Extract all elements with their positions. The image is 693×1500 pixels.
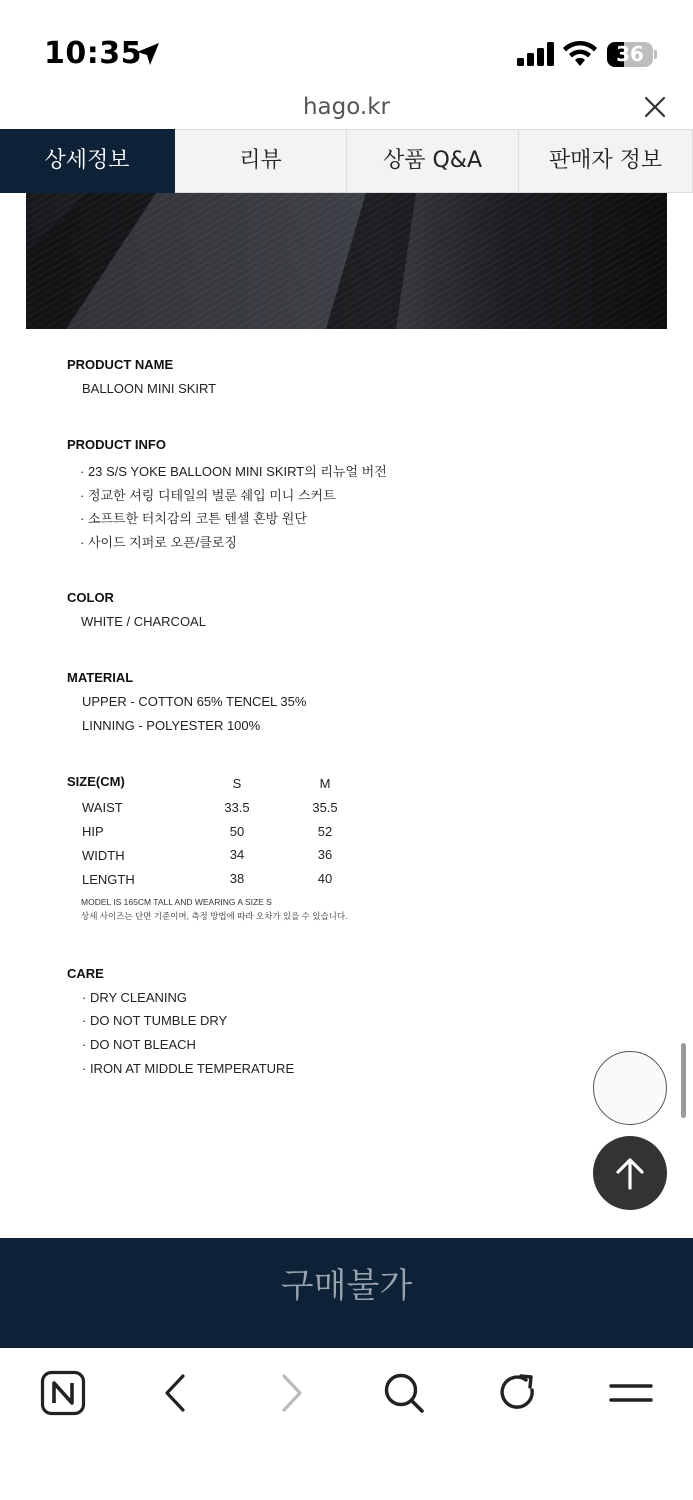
care-line: · DRY CLEANING bbox=[82, 990, 187, 1005]
buy-button[interactable] bbox=[0, 1238, 693, 1348]
close-icon[interactable] bbox=[644, 96, 666, 118]
back-icon[interactable] bbox=[153, 1370, 199, 1416]
size-cell: 38 bbox=[229, 871, 245, 886]
size-cell: 35.5 bbox=[312, 800, 338, 815]
size-column-s: S bbox=[232, 776, 242, 791]
product-info-title: PRODUCT INFO bbox=[67, 437, 166, 452]
tab-product-qna[interactable]: 상품 Q&A bbox=[347, 129, 519, 193]
product-fabric-image bbox=[26, 193, 667, 329]
size-cell: 52 bbox=[317, 824, 333, 839]
floating-action-button[interactable] bbox=[593, 1051, 667, 1125]
menu-icon[interactable] bbox=[608, 1370, 654, 1416]
reload-icon[interactable] bbox=[495, 1370, 541, 1416]
material-line: UPPER - COTTON 65% TENCEL 35% bbox=[82, 694, 307, 709]
size-note-model: MODEL IS 165CM TALL AND WEARING A SIZE S bbox=[81, 897, 272, 907]
naver-icon[interactable] bbox=[40, 1370, 86, 1416]
care-line: · DO NOT TUMBLE DRY bbox=[82, 1013, 228, 1028]
scroll-indicator[interactable] bbox=[681, 1043, 686, 1118]
buy-button-label: 구매불가 bbox=[280, 1266, 413, 1306]
size-cell: 50 bbox=[229, 824, 245, 839]
browser-url[interactable]: hago.kr bbox=[302, 94, 391, 120]
product-info-line: · 사이드 지퍼로 오픈/클로징 bbox=[80, 535, 237, 550]
size-row-label: LENGTH bbox=[82, 872, 135, 887]
size-title: SIZE(CM) bbox=[67, 774, 125, 789]
wifi-icon bbox=[563, 40, 597, 68]
color-value: WHITE / CHARCOAL bbox=[81, 614, 206, 629]
care-line: · DO NOT BLEACH bbox=[82, 1037, 196, 1052]
tab-reviews[interactable]: 리뷰 bbox=[175, 129, 347, 193]
size-row-label: HIP bbox=[82, 824, 104, 839]
product-info-line: · 소프트한 터치감의 코튼 텐셀 혼방 원단 bbox=[80, 511, 307, 526]
location-arrow-icon bbox=[134, 40, 162, 68]
scroll-to-top-button[interactable] bbox=[593, 1136, 667, 1210]
color-title: COLOR bbox=[67, 590, 114, 605]
material-title: MATERIAL bbox=[67, 670, 134, 685]
arrow-up-icon bbox=[593, 1136, 667, 1210]
size-cell: 33.5 bbox=[224, 800, 250, 815]
product-name-title: PRODUCT NAME bbox=[67, 357, 174, 372]
status-time: 10:35 bbox=[44, 36, 142, 71]
battery-indicator bbox=[607, 42, 657, 67]
product-tabs bbox=[0, 129, 693, 193]
product-info-line: · 정교한 셔링 디테일의 벌룬 쉐입 미니 스커트 bbox=[80, 488, 336, 503]
tab-seller-info[interactable]: 판매자 정보 bbox=[519, 129, 693, 193]
tab-detail-info[interactable]: 상세정보 bbox=[0, 129, 175, 193]
care-title: CARE bbox=[67, 966, 104, 981]
browser-toolbar bbox=[0, 1348, 693, 1500]
size-cell: 34 bbox=[229, 847, 245, 862]
product-name: BALLOON MINI SKIRT bbox=[82, 381, 217, 396]
size-column-m: M bbox=[319, 776, 331, 791]
search-icon[interactable] bbox=[381, 1370, 427, 1416]
care-line: · IRON AT MIDDLE TEMPERATURE bbox=[82, 1061, 295, 1076]
battery-percent: 36 bbox=[616, 42, 644, 66]
size-cell: 36 bbox=[317, 847, 333, 862]
status-bar bbox=[0, 0, 693, 90]
forward-icon[interactable] bbox=[268, 1370, 314, 1416]
size-row-label: WIDTH bbox=[82, 848, 125, 863]
size-note-measure: 상세 사이즈는 단면 기준이며, 측정 방법에 따라 오차가 있을 수 있습니다. bbox=[81, 911, 348, 921]
size-row-label: WAIST bbox=[82, 800, 123, 815]
material-line: LINNING - POLYESTER 100% bbox=[82, 718, 261, 733]
cellular-signal-icon bbox=[517, 42, 555, 66]
product-info-line: · 23 S/S YOKE BALLOON MINI SKIRT의 리뉴얼 버전 bbox=[80, 464, 387, 479]
size-cell: 40 bbox=[317, 871, 333, 886]
